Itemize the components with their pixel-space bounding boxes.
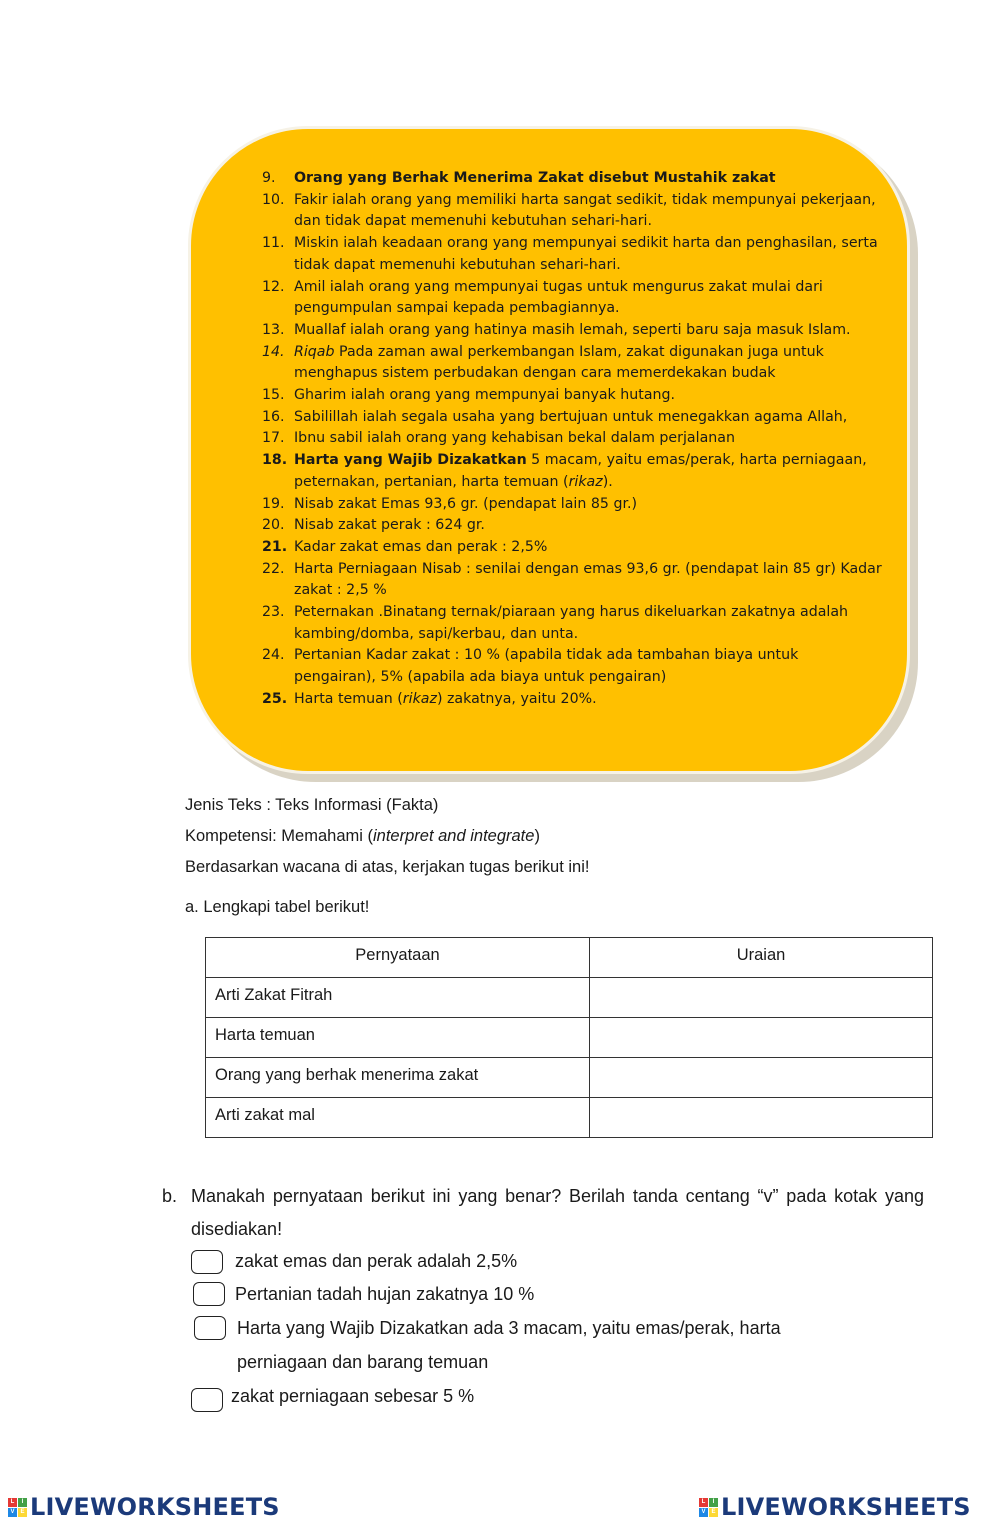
option-2-label: Pertanian tadah hujan zakatnya 10 % [235,1284,535,1304]
answer-cell[interactable] [590,1098,933,1138]
info-item-text: 5 macam, yaitu emas/perak, harta perniagaan, peternakan, pertanian, harta temuan ( [294,452,867,490]
info-item [262,689,882,711]
logo-letter: V [699,1508,708,1517]
info-item-text: rikaz [402,690,437,707]
info-item-text: ) zakatnya, yaitu 20%. [436,690,597,707]
info-item-number: 14. [262,343,285,360]
info-item [262,277,882,320]
info-item-text: Sabilillah ialah segala usaha yang bertujuan untuk menegakkan agama Allah, [294,408,848,425]
info-item-text: Fakir ialah orang yang memiliki harta sangat sedikit, tidak mempunyai pekerjaan, dan tidak dapat memenuhi kebutuhan sehari-hari. [294,191,876,230]
info-item-number: 13. [262,321,285,338]
info-item [262,602,882,645]
logo-letter: L [8,1498,17,1507]
info-item [262,407,882,429]
statement-cell: Harta temuan [206,1018,590,1058]
logo-letter: E [709,1508,718,1517]
info-item-text: Harta yang Wajib Dizakatkan [294,452,527,469]
info-item-text: Kadar zakat emas dan perak : 2,5% [294,538,548,555]
task-b-letter: b. [162,1186,178,1206]
task-b-question [162,1180,924,1246]
footer-logo-right [699,1490,971,1524]
info-item-text: Nisab zakat perak : 624 gr. [294,517,485,534]
table-header-row [206,938,933,978]
info-item [262,320,882,342]
checkbox-option-1[interactable] [191,1250,223,1274]
info-item-text: Nisab zakat Emas 93,6 gr. (pendapat lain 85 gr.) [294,495,638,512]
info-item [262,645,882,688]
info-item-number: 10. [262,191,285,208]
table-row [206,1098,933,1138]
info-item-text: Miskin ialah keadaan orang yang mempunyai sedikit harta dan penghasilan, serta tidak dapat memenuhi kebutuhan sehari-hari. [294,235,878,273]
info-item-number: 15. [262,387,285,404]
kompetensi: Kompetensi: Memahami (interpret and integrate) [185,827,540,845]
checkbox-option-2[interactable] [193,1282,225,1306]
liveworksheets-logo-icon [8,1498,27,1517]
info-item [262,537,882,559]
info-item-number: 18. [262,452,288,469]
logo-letter: I [18,1498,27,1507]
info-item [262,168,882,190]
info-item-text: Pertanian Kadar zakat : 10 % (apabila tidak ada tambahan biaya untuk pengairan), 5% (apabila ada biaya untuk pengairan) [294,647,799,686]
info-item [262,559,882,602]
header-uraian: Uraian [590,938,933,978]
info-item-text: Riqab [294,343,335,360]
info-item-text: Peternakan .Binatang ternak/piaraan yang harus dikeluarkan zakatnya adalah kambing/domba, sapi/kerbau, dan unta. [294,604,849,642]
answer-cell[interactable] [590,978,933,1018]
info-item-text: Muallaf ialah orang yang hatinya masih lemah, seperti baru saja masuk Islam. [294,321,851,338]
info-item [262,233,882,276]
info-item-text: Harta Perniagaan Nisab : senilai dengan emas 93,6 gr. (pendapat lain 85 gr) Kadar zakat : 2,5 % [294,560,882,599]
answer-cell[interactable] [590,1018,933,1058]
checkbox-option-4[interactable] [191,1388,223,1412]
info-item-number: 19. [262,495,285,512]
info-item-number: 9. [262,170,276,186]
info-item-number: 22. [262,560,285,577]
info-list [262,168,882,711]
info-item-text: Harta temuan ( [294,690,403,707]
task-a-label: a. Lengkapi tabel berikut! [185,898,370,916]
table-row [206,1058,933,1098]
info-item [262,342,882,385]
info-item-number: 21. [262,538,288,555]
info-item-number: 12. [262,278,285,295]
info-item-number: 20. [262,517,285,534]
option-4-label: zakat perniagaan sebesar 5 % [231,1386,475,1406]
checkbox-option-3[interactable] [194,1316,226,1340]
liveworksheets-logo-icon [699,1498,718,1517]
jenis-teks: Jenis Teks : Teks Informasi (Fakta) [185,796,439,814]
info-item [262,190,882,233]
table-row [206,1018,933,1058]
info-item [262,428,882,450]
option-1-label: zakat emas dan perak adalah 2,5% [235,1251,518,1271]
info-item [262,385,882,407]
info-item [262,494,882,516]
info-item-number: 23. [262,604,285,621]
info-item-number: 11. [262,235,285,252]
info-item-text: Amil ialah orang yang mempunyai tugas untuk mengurus zakat mulai dari pengumpulan sampai kepada pembagiannya. [294,278,823,317]
info-item-text: ). [602,473,613,490]
option-3-label-cont: perniagaan dan barang temuan [237,1352,489,1372]
answer-cell[interactable] [590,1058,933,1098]
footer-logo-left [8,1490,280,1524]
info-item-text: Ibnu sabil ialah orang yang kehabisan bekal dalam perjalanan [294,430,735,447]
logo-letter: E [18,1508,27,1517]
info-item [262,515,882,537]
task-b-text: Manakah pernyataan berikut ini yang benar? Berilah tanda centang “v” pada kotak yang disediakan! [191,1186,924,1239]
logo-letter: I [709,1498,718,1507]
header-pernyataan: Pernyataan [206,938,590,978]
statement-cell: Arti zakat mal [206,1098,590,1138]
logo-letter: V [8,1508,17,1517]
info-item-number: 24. [262,647,285,664]
info-item [262,450,882,493]
info-item-number: 25. [262,690,288,707]
statement-cell: Arti Zakat Fitrah [206,978,590,1018]
info-item-number: 17. [262,430,285,447]
option-3-label: Harta yang Wajib Dizakatkan ada 3 macam, yaitu emas/perak, harta [237,1318,781,1338]
footer-brand-right: LIVEWORKSHEETS [721,1493,971,1521]
table-row [206,978,933,1018]
info-item-text: Orang yang Berhak Menerima Zakat disebut Mustahik zakat [294,170,776,186]
info-item-number: 16. [262,408,285,425]
footer-brand-left: LIVEWORKSHEETS [30,1493,280,1521]
info-item-text: Gharim ialah orang yang mempunyai banyak hutang. [294,387,676,404]
statement-cell: Orang yang berhak menerima zakat [206,1058,590,1098]
logo-letter: L [699,1498,708,1507]
answer-table [205,937,933,1138]
instruction: Berdasarkan wacana di atas, kerjakan tugas berikut ini! [185,858,590,876]
info-item-text: rikaz [568,473,603,490]
info-item-text: Pada zaman awal perkembangan Islam, zakat digunakan juga untuk menghapus sistem perbudakan dengan cara memerdekakan budak [294,343,824,382]
